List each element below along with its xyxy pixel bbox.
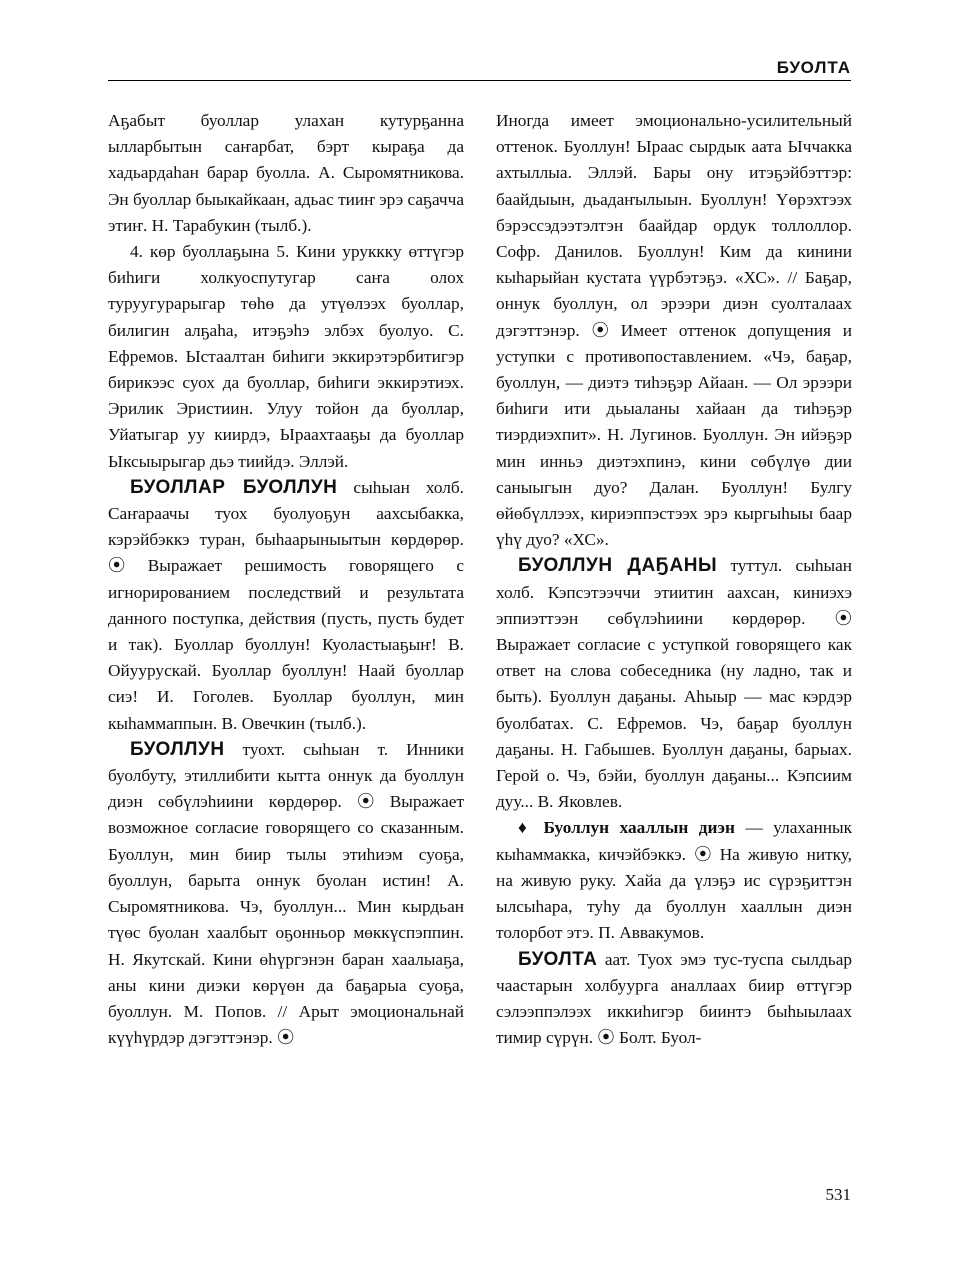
entry-body: сыһыан холб. Саҥараачы туох буолуоҕун аахсыбакка, кэрэйбэккэ туран, быһаарыныытын көрдөрөр. ⦿ Выражает решимость говорящего с игнорированием последствий и результата данного поступка, действия (пусть, пусть будет и так). Буоллар буоллун! Куоластыаҕыҥ! В. Ойуурускай. Буоллар буоллун! Наай буоллар сиэ! И. Гоголев. Буоллар буоллун, мин кыһаммаппын. В. Овечкин (тылб.). — [108, 477, 464, 733]
entry-paragraph — [496, 947, 852, 1052]
header-rule — [108, 80, 851, 81]
idiom-headword: ♦ Буоллун хааллын диэн — [518, 818, 735, 838]
entry-body: аат. Туох эмэ тус-туспа сылдьар чаастарын холбуурга аналлаах биир өттүгэр сэлээппэлээх иккиһигэр биинтэ быһыылаах тимир сүрүн. ⦿ Болт. Буол- — [496, 949, 852, 1048]
page-number: 531 — [825, 1185, 851, 1204]
running-head: БУОЛТА — [776, 58, 851, 77]
headword: БУОЛТА — [518, 948, 598, 970]
entry-body: туохт. сыһыан т. Инники буолбуту, этиллибити кытта оннук да буоллун диэн сөбүлэһиини көрдөрөр. ⦿ Выражает возможное согласие говорящего со сказанным. Буоллун, мин биир тылы этиһиэм суоҕа, буоллун, барыта оннук буолан истин! А. Сыромятникова. Чэ, буоллун... Мин кырдьан түөс буолан хаалбыт оҕонньор мөккүспэппин. Н. Якутскай. Кини өһүргэнэн баран хаалыаҕа, аны кини диэки көрүөн да баҕарыа суоҕа, буоллун. М. Попов. // Арыт эмоциональнай күүһүрдэр дэгэттэнэр. ⦿ — [108, 739, 464, 1048]
headword: БУОЛЛУН ДАҔАНЫ — [518, 555, 718, 577]
headword: БУОЛЛАР БУОЛЛУН — [130, 476, 338, 498]
entry-body: туттул. сыһыан холб. Кэпсэтээччи этиитин аахсан, киниэхэ эппиэттээн сөбүлэһиини көрдөрөр. ⦿ Выражает согласие с уступкой говорящего как ответ на слова собеседника (ну ладно, так и быть). Буоллун даҕаны. Аһыыр — мас кэрдэр буолбатах. С. Ефремов. Чэ, баҕар буоллун даҕаны. Н. Габышев. Буоллун даҕаны, барыах. Герой о. Чэ, бэйи, буоллун даҕаны... Кэпсиим дуу... В. Яковлев. — [496, 556, 852, 812]
entry-paragraph: Иногда имеет эмоционально-усилительный оттенок. Буоллун! Ыраас сырдык аата Ыччакка ахтыллыа. Эллэй. Бары ону итэҕэйбэттэр: баайдыын, дьадаҥылыын. Буоллун! Үөрэхтээх бэрэссэдээтэлтэн баайдар ордук толлоллор. Софр. Данилов. Буоллун! Ким да кинини кыһарыйан кустата үүрбэтэҕэ. «ХС». // Баҕар, оннук буоллун, ол эрээри диэн суолталаах дэгэттэнэр. ⦿ Имеет оттенок допущения и уступки с противопоставлением. «Чэ, баҕар, буоллун, — диэтэ тиһэҕэр Айаан. — Ол эрээри биһиги ити дьыаланы хайаан да тиһэҕэр тиэрдиэхпит». Н. Лугинов. Буоллун. Эн ийэҕэр мин инньэ диэтэхпинэ, кини сөбүлүө дии саныыгын дуо? Далан. Буоллун! Булгу өйөбүллээх, кириэппэстээх эрэ кыргыһыы баар үһү дуо? «ХС». — [496, 111, 852, 550]
entry-body: — улаханнык кыһаммакка, кичэйбэккэ. ⦿ На живую нитку, на живую руку. Хайа да үлэҕэ ис сүрэҕиттэн ылсыһара, туһу да буоллун хааллын диэн толорбот этэ. П. Аввакумов. — [496, 818, 852, 943]
entry-paragraph — [496, 553, 852, 815]
entry-paragraph — [496, 815, 852, 946]
headword: БУОЛЛУН — [130, 738, 225, 760]
entry-paragraph — [108, 475, 464, 737]
entry-paragraph: 4. көр буоллаҕына 5. Кини уруккку өттүгэр биһиги холкуоспутугар саҥа олох туруугурарыгар төһө да утүөлээх буоллар, билигин алҕаһа, итэҕэһэ элбэх буолуо. С. Ефремов. Ыстаалтан биһиги эккирэтэрбитигэр бирикээс суох да буоллар, биһиги эккирэтиэх. Эрилик Эристиин. Улуу тойон да буоллар, Уйатыгар уу киирдэ, Ыраахтааҕы да буоллар Ыксыырыгар дьэ тиийдэ. Эллэй. — [108, 242, 464, 471]
entry-paragraph: Аҕабыт буоллар улахан кутурҕанна ылларбытын саҥарбат, бэрт кыраҕа да хадьардаһан барар буолла. А. Сыромятникова. Эн буоллар быыкайкаан, адьас тииҥ эрэ саҕачча этиҥ. Н. Тарабукин (тылб.). — [108, 111, 464, 235]
entry-paragraph — [108, 737, 464, 1051]
left-column — [108, 108, 464, 1051]
right-column — [496, 108, 852, 1051]
